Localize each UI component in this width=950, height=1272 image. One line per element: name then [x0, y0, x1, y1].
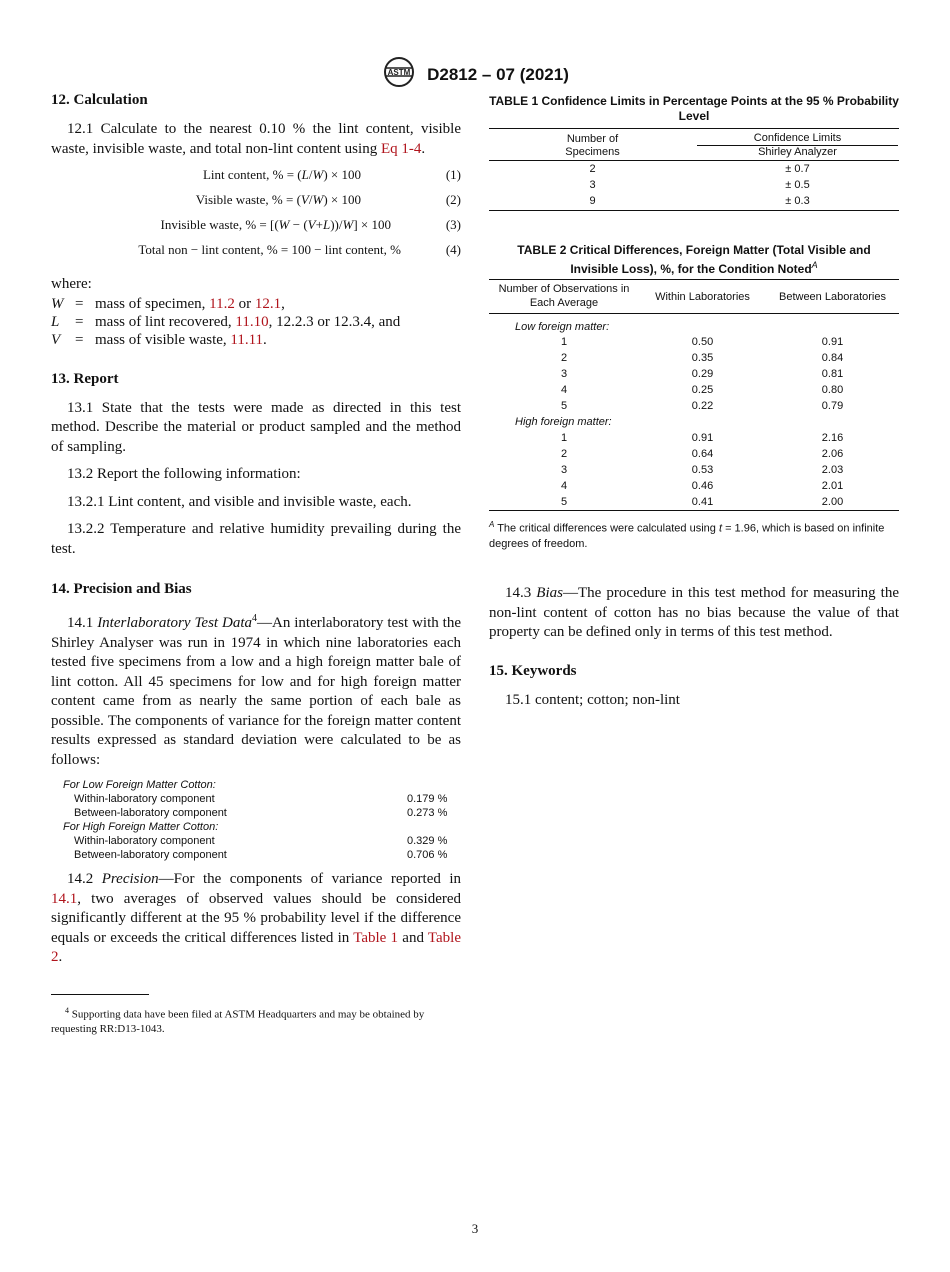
- table-row: 1 0.91 2.16: [560, 432, 844, 444]
- table-1-link[interactable]: Table 1: [353, 929, 399, 946]
- ref-14-1-link[interactable]: 14.1: [51, 890, 78, 907]
- page-number: 3: [471, 1221, 479, 1236]
- right-column: [489, 94, 899, 552]
- table-2: [489, 279, 899, 511]
- equations: [51, 167, 461, 267]
- svg-text:ASTM: ASTM: [387, 68, 411, 77]
- table-1: [489, 128, 899, 211]
- variance-components: For Low Foreign Matter Cotton: Within-laboratory component 0.179 % Between-laboratory component 0.273 % For High Foreign Matter Cotton: Within-laboratory component 0.329 % Between-laboratory component 0.706 %: [63, 779, 448, 861]
- where-label: where:: [51, 276, 92, 292]
- paragraph-15-1: 15.1 content; cotton; non-lint: [505, 691, 680, 708]
- right-column-lower: [489, 584, 899, 710]
- paragraph-14-3: 14.3 Bias—The procedure in this test method for measuring the non-lint content of cotton has no bias because the value of that property can be defined only in terms of this test method.: [489, 585, 900, 640]
- paragraph-13-1: 13.1 State that the tests were made as directed in this test method. Describe the material or product sampled and the method of sampling.: [51, 399, 461, 455]
- table-row: 3 0.53 2.03: [560, 464, 844, 476]
- table-2-high-label: High foreign matter:: [515, 416, 612, 428]
- page-header: [0, 56, 950, 93]
- table-1-caption: TABLE 1 Confidence Limits in Percentage Points at the 95 % Probability Level: [489, 94, 899, 123]
- ref-11-10-link[interactable]: 11.10: [235, 313, 269, 330]
- equation-3: Invisible waste, % = [(W − (V+L))/W] × 100 (3): [160, 217, 461, 232]
- table-row: 2 0.35 0.84: [560, 352, 844, 364]
- section-14-heading: 14. Precision and Bias: [51, 581, 192, 597]
- table-2-link[interactable]: Table 2: [51, 929, 461, 965]
- paragraph-13-2-1: 13.2.1 Lint content, and visible and invisible waste, each.: [67, 493, 412, 510]
- table-row: 3 ± 0.5: [589, 179, 810, 191]
- paragraph-13-2: 13.2 Report the following information:: [67, 466, 301, 482]
- section-12-heading: 12. Calculation: [51, 92, 148, 108]
- variable-definitions: W = mass of specimen, 11.2 or 12.1, L = mass of lint recovered, 11.10, 12.2.3 or 12.3.4, and V = mass of visible waste, 11.11.: [51, 295, 401, 348]
- section-13-heading: 13. Report: [51, 370, 119, 387]
- table-1-header-limits: Confidence Limits Shirley Analyzer: [696, 129, 899, 161]
- table-1-header-specimens: Number of Specimens: [565, 132, 620, 158]
- paragraph-14-2: 14.2 Precision—For the components of variance reported in 14.1, two averages of observed values should be considered significantly different at the 95 % probability level if the difference equals or exceeds the critical differences listed in Table 1 and Table 2.: [51, 871, 461, 965]
- table-row: 5 0.22 0.79: [560, 400, 844, 412]
- paragraph-12-1: 12.1 Calculate to the nearest 0.10 % the lint content, visible waste, invisible waste, and total non-lint content using Eq 1-4.: [51, 121, 461, 157]
- table-row: 2 ± 0.7: [489, 161, 899, 178]
- left-column: [51, 92, 461, 968]
- paragraph-14-1: 14.1 Interlaboratory Test Data$^4$—An interlaboratory test with the Shirley Analyser was run in 1974 in which nine laboratories each tested five specimens from a low and a high foreign matter bale of lint cotton. All 45 specimens for low and for high foreign matter content came from as nearly the same portion of each bale as possible. The components of variance for the foreign matter content results expressed as standard deviation were calculated to be as follows:: [51, 613, 461, 768]
- table-row: 9 ± 0.3: [589, 195, 810, 207]
- equation-2: Visible waste, % = (V/W) × 100 (2): [195, 192, 461, 207]
- table-2-low-label: Low foreign matter:: [515, 321, 610, 333]
- ref-12-1-link[interactable]: 12.1: [254, 295, 282, 312]
- equation-4: Total non − lint content, % = 100 − lint content, % (4): [138, 242, 461, 257]
- table-row: 2 0.64 2.06: [560, 448, 844, 460]
- ref-11-11-link[interactable]: 11.11: [230, 331, 264, 348]
- table-2-header-observations: Number of Observations in Each Average: [498, 283, 630, 309]
- table-row: 5 0.41 2.00: [560, 496, 844, 508]
- section-15-heading: 15. Keywords: [489, 662, 577, 679]
- footnote-4: $^4$ Supporting data have been filed at ASTM Headquarters and may be obtained by requesting RR:D13-1043.: [51, 1006, 425, 1035]
- table-2-note: $^A$ The critical differences were calculated using t = 1.96, which is based on infinite degrees of freedom.: [489, 520, 885, 550]
- equation-1: Lint content, % = (L/W) × 100 (1): [202, 167, 461, 182]
- eq-1-4-link[interactable]: Eq 1-4: [380, 140, 422, 157]
- table-row: 3 0.29 0.81: [560, 368, 844, 380]
- designation-title: D2812 – 07 (2021): [427, 64, 569, 84]
- table-row: 4 0.25 0.80: [560, 384, 844, 396]
- table-row: 4 0.46 2.01: [560, 480, 844, 492]
- table-2-header-within: Within Laboratories: [655, 290, 750, 303]
- astm-logo-icon: [381, 56, 417, 93]
- footnote-rule: [51, 994, 149, 995]
- paragraph-13-2-2: 13.2.2 Temperature and relative humidity prevailing during the test.: [51, 521, 461, 557]
- table-2-header-between: Between Laboratories: [778, 290, 886, 303]
- table-row: 1 0.50 0.91: [560, 336, 844, 348]
- table-2-caption: TABLE 2 Critical Differences, Foreign Matter (Total Visible and Invisible Loss), %, for the Condition Noted$^A$: [517, 243, 871, 276]
- ref-11-2-link[interactable]: 11.2: [209, 295, 235, 312]
